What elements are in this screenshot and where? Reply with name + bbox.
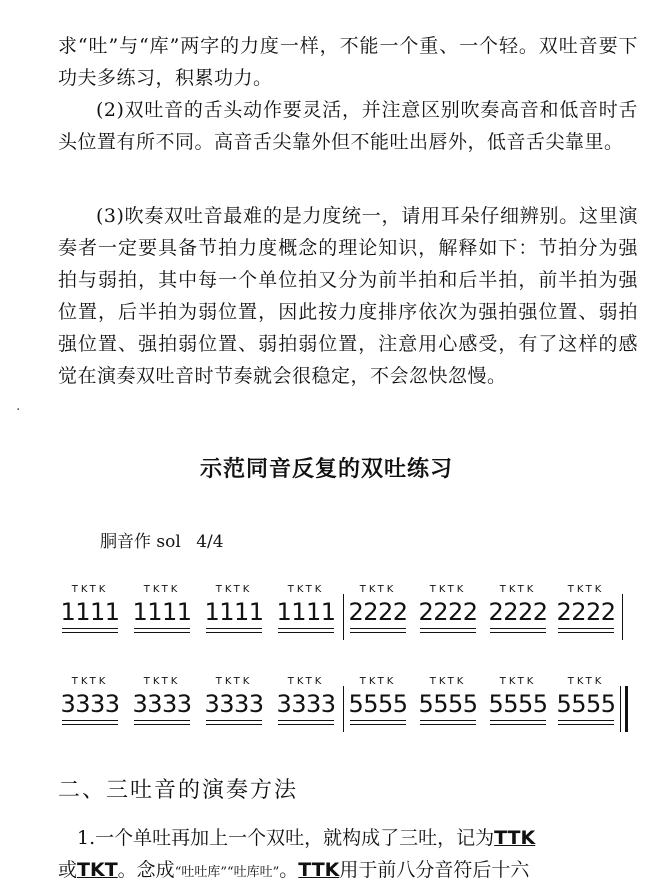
tonguing-label: TKTK [359, 584, 397, 595]
bottom-text-post: 用于前八分音符后十六 [339, 859, 530, 881]
tonguing-label: TKTK [215, 676, 253, 687]
bottom-text-pre: 1.一个单吐再加上一个双吐，就构成了三吐，记为 [77, 827, 495, 849]
note-digits: 3333 [204, 690, 264, 718]
tonguing-label: TKTK [499, 676, 537, 687]
margin-dot: · [16, 402, 21, 418]
syllable-ttk: TTK [494, 827, 536, 849]
bottom-text-or: 或 [58, 859, 78, 881]
underline [420, 724, 476, 725]
bottom-text-read: 。念成 [117, 859, 175, 881]
section-heading: 二、三吐音的演奏方法 [58, 778, 299, 803]
note-group [132, 584, 192, 642]
note-digits: 3333 [132, 690, 192, 718]
note-digits: 1111 [276, 598, 336, 626]
underline [420, 628, 476, 629]
note-digits: 2222 [488, 598, 548, 626]
underline [350, 720, 406, 721]
note-group [488, 676, 548, 734]
note-digits: 1111 [60, 598, 120, 626]
note-group [276, 584, 336, 642]
time-signature: 4/4 [196, 532, 224, 552]
note-group [488, 584, 548, 642]
tonguing-label: TKTK [429, 676, 467, 687]
tonguing-label: TKTK [143, 584, 181, 595]
note-digits: 5555 [556, 690, 616, 718]
underline [558, 724, 614, 725]
underline [490, 628, 546, 629]
note-digits: 3333 [60, 690, 120, 718]
syllable-tkt: TKT [77, 859, 118, 881]
exercise-meta [100, 527, 234, 552]
paragraph-2: (2)双吐音的舌头动作要灵活，并注意区别吹奏高音和低音时舌头位置有所不同。高音舌尖靠外但不能吐出唇外，低音舌尖靠里。 [58, 99, 638, 153]
underline [134, 632, 190, 633]
underline [134, 720, 190, 721]
note-group [418, 584, 478, 642]
note-digits: 1111 [204, 598, 264, 626]
underline [206, 724, 262, 725]
score-row-2 [60, 676, 640, 736]
underline [278, 720, 334, 721]
underline [278, 724, 334, 725]
score-row-1 [60, 584, 640, 644]
note-group [60, 584, 120, 642]
tonguing-label: TKTK [215, 584, 253, 595]
bar-line [343, 686, 344, 732]
paragraph-3: (3)吹奏双吐音最难的是力度统一，请用耳朵仔细辨别。这里演奏者一定要具备节拍力度概念的理论知识，解释如下：节拍分为强拍与弱拍，其中每一个单位拍又分为前半拍和后半拍，前半拍为强位置，后半拍为弱位置，因此按力度排序依次为强拍强位置、弱拍强位置、强拍弱位置、弱拍弱位置，注意用心感受，有了这样的感觉在演奏双吐音时节奏就会很稳定，不会忽快忽慢。 [58, 205, 638, 387]
key-label: 胴音作 sol [100, 532, 181, 552]
underline [350, 724, 406, 725]
underline [62, 632, 118, 633]
note-digits: 2222 [418, 598, 478, 626]
underline [420, 632, 476, 633]
underline [134, 724, 190, 725]
note-group [348, 676, 408, 734]
note-group [556, 676, 616, 734]
tonguing-label: TKTK [287, 676, 325, 687]
syllable-ttk-2: TTK [298, 859, 340, 881]
note-group [204, 676, 264, 734]
note-group [204, 584, 264, 642]
note-group [348, 584, 408, 642]
tonguing-label: TKTK [567, 676, 605, 687]
quote-tutuku: “吐吐库” [174, 865, 227, 880]
bottom-text-period: 。 [279, 859, 299, 881]
underline [206, 628, 262, 629]
underline [558, 720, 614, 721]
underline [350, 632, 406, 633]
bar-line [343, 594, 344, 640]
underline [490, 724, 546, 725]
underline [490, 720, 546, 721]
tonguing-label: TKTK [359, 676, 397, 687]
note-digits: 5555 [418, 690, 478, 718]
final-bar-thick [625, 686, 628, 732]
note-digits: 3333 [276, 690, 336, 718]
tonguing-label: TKTK [71, 584, 109, 595]
tonguing-label: TKTK [429, 584, 467, 595]
note-digits: 1111 [132, 598, 192, 626]
quote-tukutu: “吐库吐” [226, 865, 280, 880]
underline [62, 628, 118, 629]
exercise-title: 示范同音反复的双吐练习 [199, 457, 453, 482]
note-group [556, 584, 616, 642]
tonguing-label: TKTK [499, 584, 537, 595]
tonguing-label: TKTK [567, 584, 605, 595]
note-group [60, 676, 120, 734]
note-digits: 5555 [348, 690, 408, 718]
note-digits: 2222 [348, 598, 408, 626]
underline [350, 628, 406, 629]
note-digits: 5555 [488, 690, 548, 718]
final-bar-thin [620, 686, 621, 732]
note-group [132, 676, 192, 734]
underline [278, 628, 334, 629]
underline [62, 720, 118, 721]
underline [420, 720, 476, 721]
underline [62, 724, 118, 725]
underline [134, 628, 190, 629]
paragraph-1: 求“吐”与“库”两字的力度一样，不能一个重、一个轻。双吐音要下功夫多练习，积累功力。 [58, 35, 638, 89]
underline [206, 720, 262, 721]
underline [278, 632, 334, 633]
paragraph-bottom [58, 822, 648, 889]
note-group [418, 676, 478, 734]
note-digits: 2222 [556, 598, 616, 626]
underline [490, 632, 546, 633]
tonguing-label: TKTK [143, 676, 181, 687]
tonguing-label: TKTK [71, 676, 109, 687]
note-group [276, 676, 336, 734]
underline [558, 628, 614, 629]
bar-line [622, 594, 623, 640]
tonguing-label: TKTK [287, 584, 325, 595]
underline [558, 632, 614, 633]
underline [206, 632, 262, 633]
